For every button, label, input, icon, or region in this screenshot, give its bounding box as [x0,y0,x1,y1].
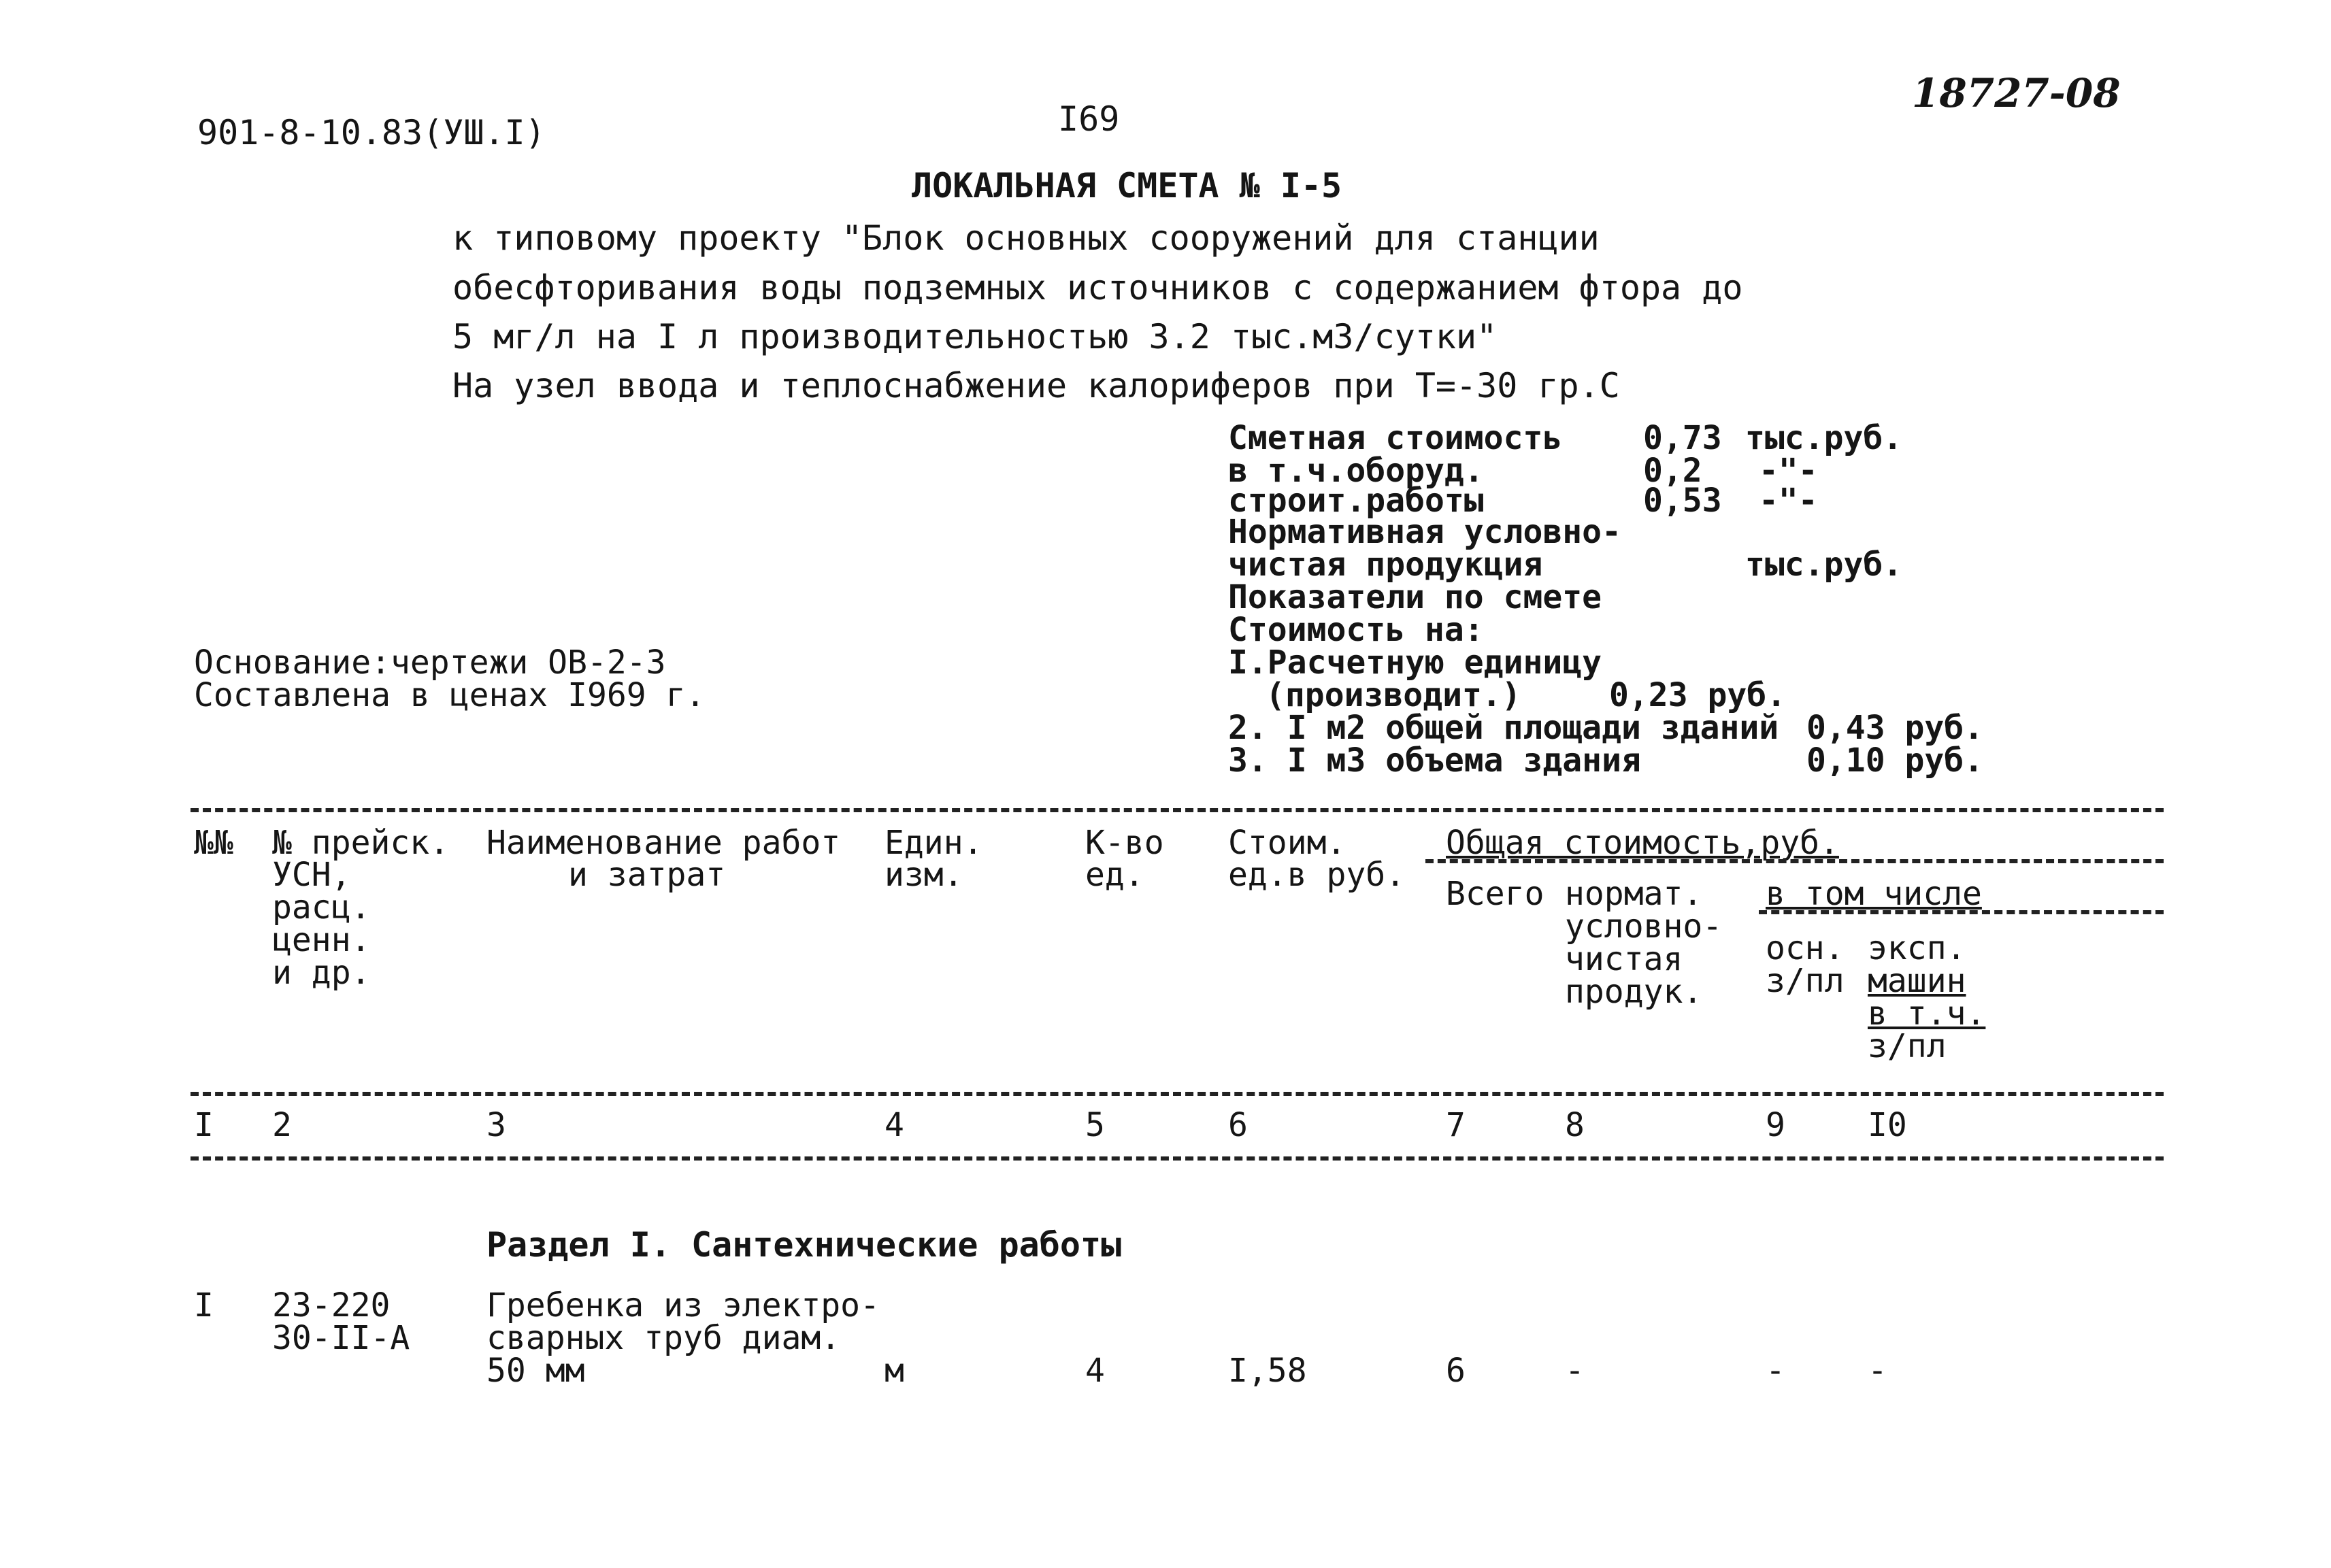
col-header-machines-line: машин [1868,962,1966,1000]
construction-label: строит.работы [1228,482,1484,520]
row-quantity: 4 [1085,1352,1105,1390]
normative-unit: тыс.руб. [1745,546,1903,584]
col-header-quantity-line: ед. [1085,856,1144,894]
col-header-normative-line: чистая [1565,940,1683,978]
col-header-unit-line: Един. [885,824,983,862]
row-normative: - [1565,1352,1585,1390]
col-header-machines-line: з/пл [1868,1027,1947,1065]
col-header-unit-price-line: ед.в руб. [1228,856,1406,894]
row-name-line: 50 мм [486,1352,585,1390]
indicators-label: Показатели по смете [1228,578,1602,616]
construction-value: 0,53 [1643,482,1722,520]
unit1-sub: (производит.) [1266,676,1521,714]
title-line-1: к типовому проекту "Блок основных сооружений для станции [452,218,1600,258]
column-number: 7 [1446,1106,1466,1144]
cost-unit: тыс.руб. [1745,419,1903,457]
col-header-normative-line: продук. [1565,973,1703,1011]
title-line-2: обесфторивания воды подземных источников с содержанием фтора до [452,268,1743,307]
cost-label: Сметная стоимость [1228,419,1563,457]
col-header-pricelist-line: и др. [272,954,371,992]
cost-per-label: Стоимость на: [1228,611,1484,649]
row-unit: м [885,1352,904,1390]
unit1-label: I.Расчетную единицу [1228,644,1602,682]
col-header-pricelist-line: УСН, [272,856,351,894]
unit3-label: 3. I м3 объема здания [1228,741,1641,780]
construction-unit: -"- [1759,482,1818,520]
col-header-salary-line: з/пл [1766,962,1845,1000]
col-header-machines-line: в т.ч. [1868,995,1986,1033]
cost-value: 0,73 [1643,419,1722,457]
column-number: 2 [272,1106,292,1144]
column-number: 3 [486,1106,506,1144]
basis-line-1: Основание:чертежи ОВ-2-3 [194,644,666,682]
section-title: Раздел I. Сантехнические работы [486,1225,1122,1265]
basis-line-2: Составлена в ценах I969 г. [194,676,706,714]
row-salary: - [1766,1352,1785,1390]
column-number: 5 [1085,1106,1105,1144]
col-header-machines-line: эксп. [1868,929,1966,967]
col-header-num: №№ [194,824,233,862]
col-header-total-group: Общая стоимость,руб. [1446,824,1839,862]
column-number: 9 [1766,1106,1785,1144]
row-code-line: 30-II-А [272,1319,410,1357]
equipment-unit: -"- [1759,452,1818,490]
document-code: 901-8-10.83(УШ.I) [197,113,546,152]
column-number: I0 [1868,1106,1907,1144]
col-header-including-group: в том числе [1766,875,1982,913]
numbers-bottom-rule [191,1156,2164,1161]
col-header-unit-price-line: Стоим. [1228,824,1346,862]
column-number: 4 [885,1106,904,1144]
col-header-quantity-line: К-во [1085,824,1164,862]
header-bottom-rule [191,1092,2164,1096]
unit2-label: 2. I м2 общей площади зданий [1228,709,1779,747]
column-number: 6 [1228,1106,1248,1144]
row-number: I [194,1286,214,1324]
unit1-value: 0,23 руб. [1609,676,1787,714]
title-line-3: 5 мг/л на I л производительностью 3.2 тыс.м3/сутки" [452,317,1498,356]
unit3-value: 0,10 руб. [1806,741,1984,780]
equipment-label: в т.ч.оборуд. [1228,452,1484,490]
row-machines: - [1868,1352,1887,1390]
col-header-normative-line: условно- [1565,907,1723,946]
archive-number: 18727-08 [1912,70,2121,116]
table-top-rule [191,808,2164,812]
equipment-value: 0,2 [1643,452,1702,490]
col-header-pricelist-line: № прейск. [272,824,450,862]
row-unit-price: I,58 [1228,1352,1307,1390]
including-group-rule [1759,910,2164,914]
col-header-pricelist-line: расц. [272,888,371,927]
column-number: 8 [1565,1106,1585,1144]
col-header-total: Всего [1446,875,1544,913]
row-total: 6 [1446,1352,1466,1390]
col-header-work-name-line: и затрат [568,856,726,894]
col-header-salary-line: осн. [1766,929,1845,967]
column-number: I [194,1106,214,1144]
row-code-line: 23-220 [272,1286,391,1324]
col-header-unit-line: изм. [885,856,963,894]
unit2-value: 0,43 руб. [1806,709,1984,747]
col-header-pricelist-line: ценн. [272,921,371,959]
normative-label-2: чистая продукция [1228,546,1543,584]
row-name-line: Гребенка из электро- [486,1286,880,1324]
page-number: I69 [1058,99,1120,139]
col-header-work-name-line: Наименование работ [486,824,841,862]
title-line-4: На узел ввода и теплоснабжение калориферов при Т=-30 гр.С [452,366,1620,405]
row-name-line: сварных труб диам. [486,1319,841,1357]
col-header-normative-line: нормат. [1565,875,1703,913]
total-group-rule [1425,859,2164,863]
normative-label-1: Нормативная условно- [1228,513,1621,551]
estimate-heading: ЛОКАЛЬНАЯ СМЕТА № I-5 [912,166,1342,205]
